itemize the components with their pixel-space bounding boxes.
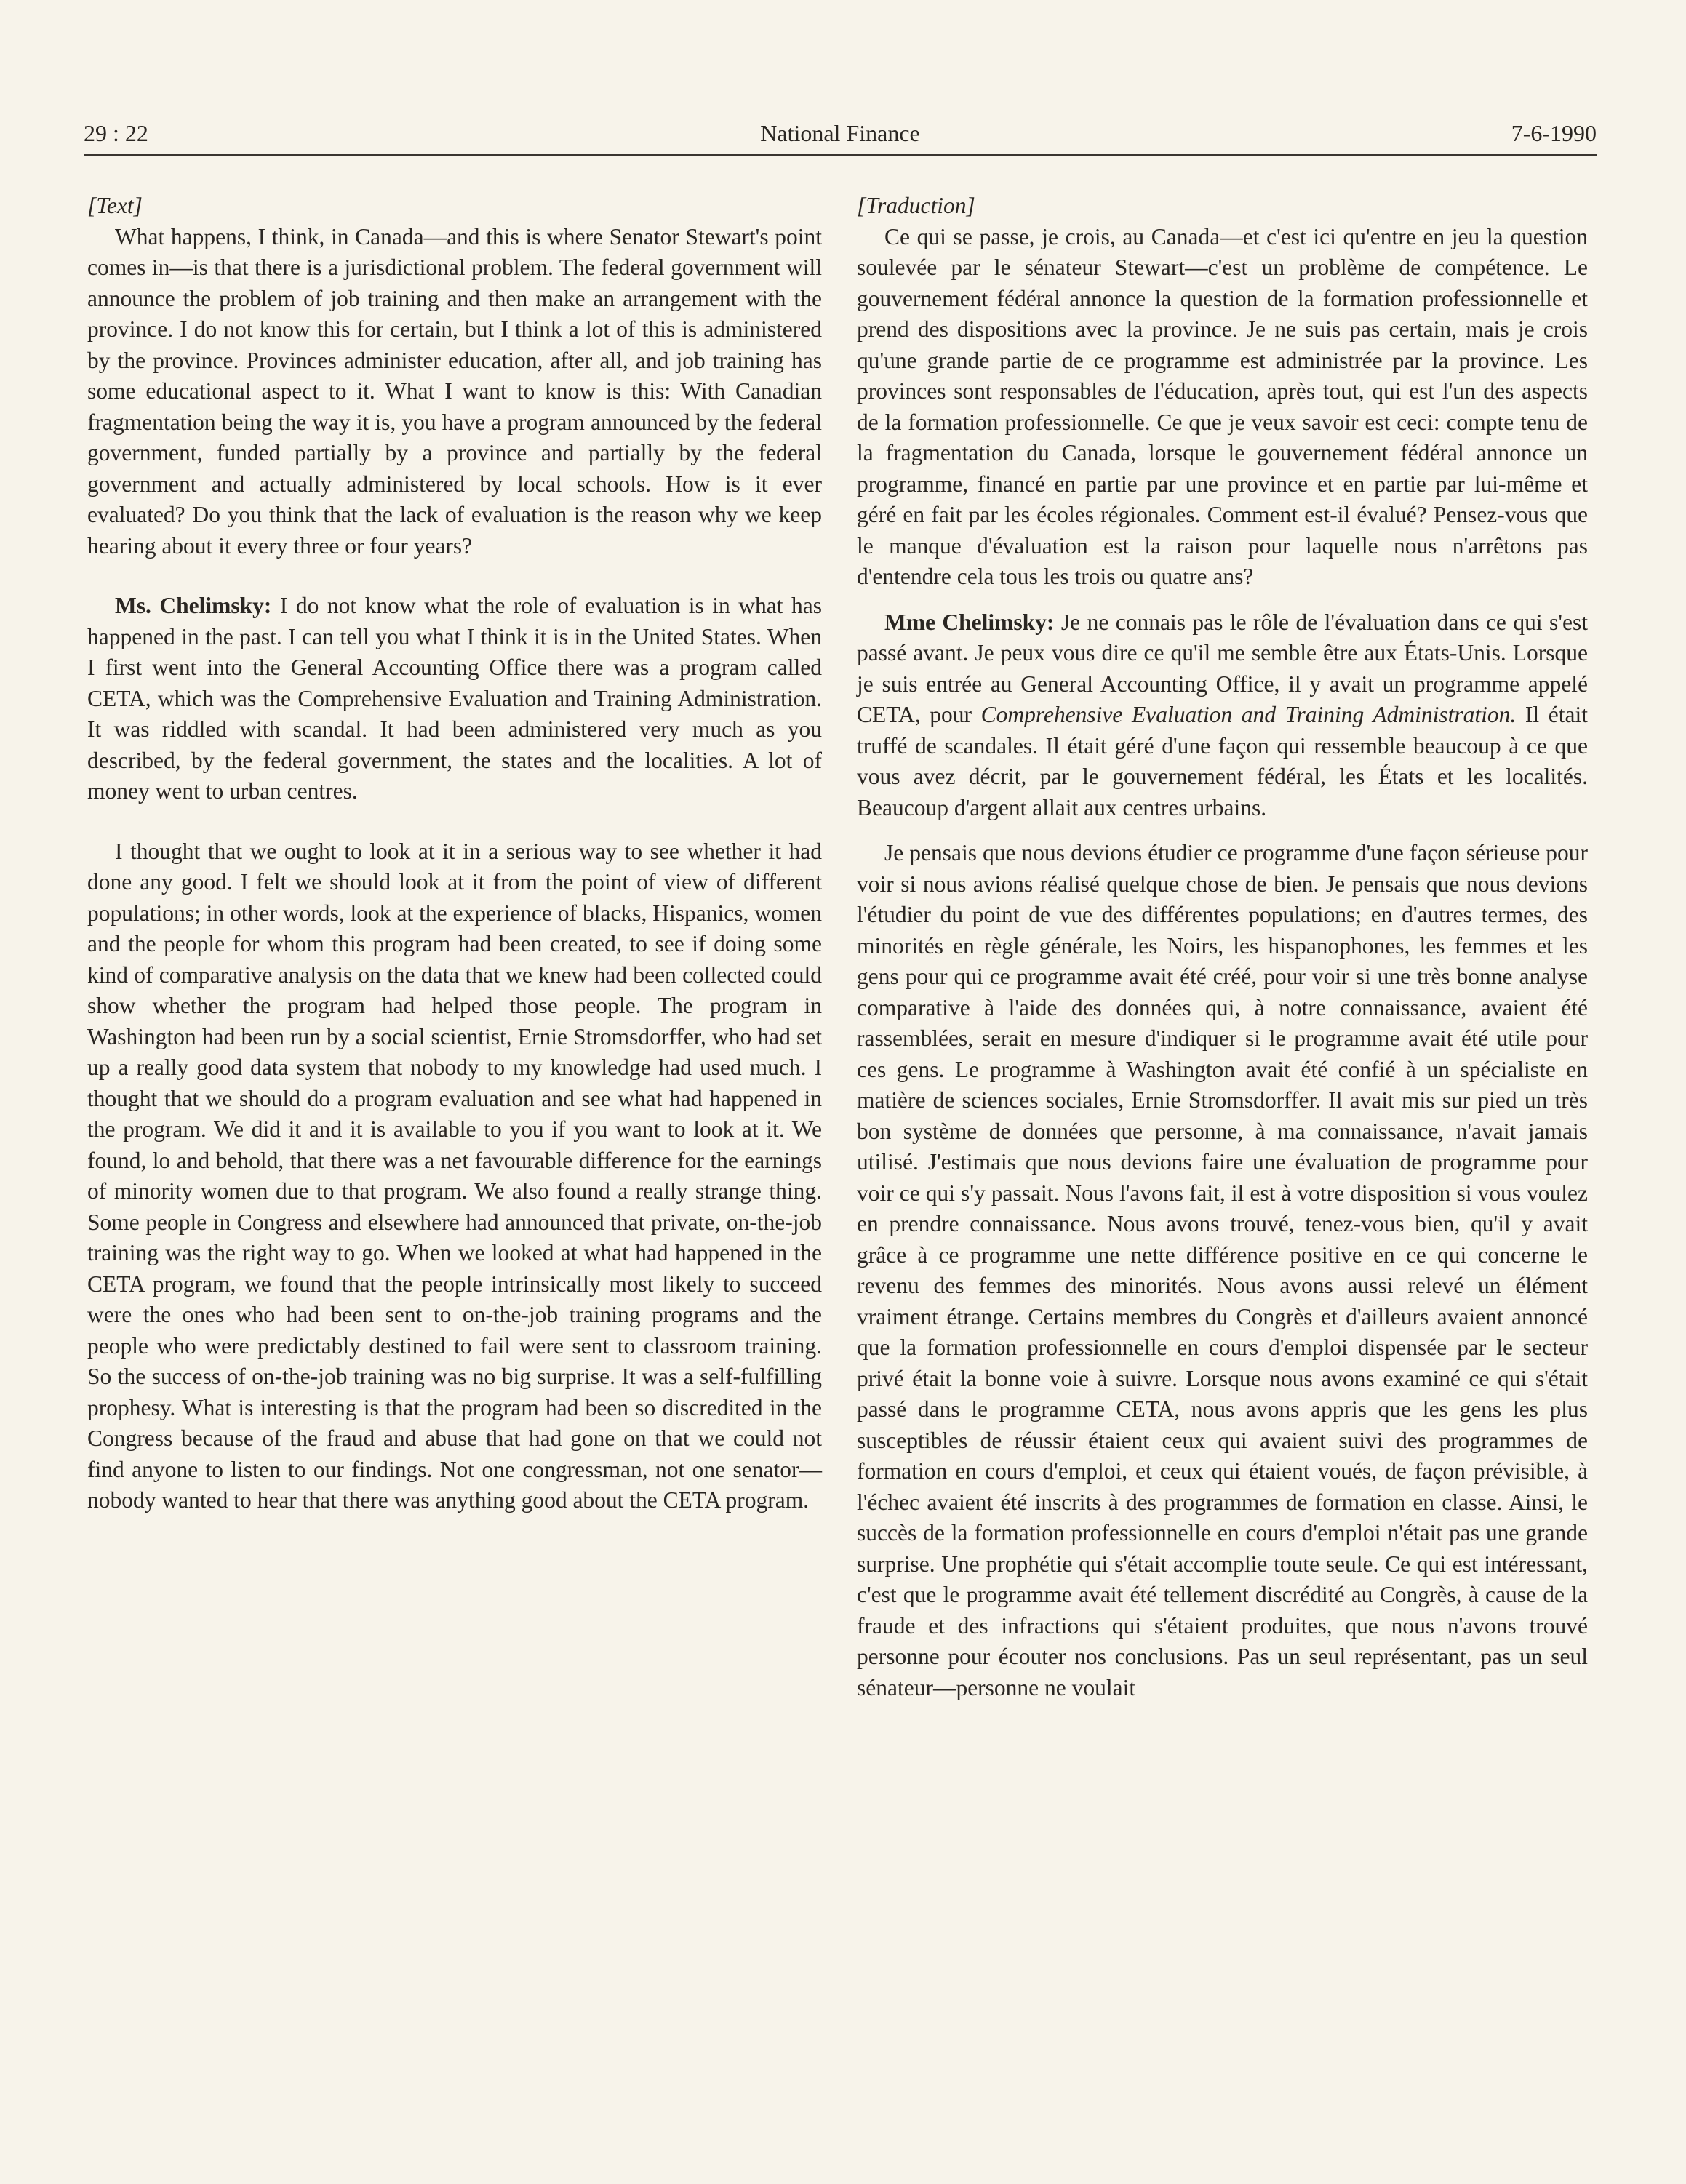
page-number: 29 : 22 <box>84 120 148 146</box>
document-date: 7-6-1990 <box>1511 120 1597 146</box>
language-marker: [Traduction] <box>857 193 975 218</box>
program-full-name: Comprehensive Evaluation and Training Administration. <box>980 702 1517 727</box>
answer-text: I do not know what the role of evaluation is in what has happened in the past. I can tell you what I think it is in the United States. When I first went into the General Accounting Office there was a program called CETA, which was the Comprehensive Evaluation and Training Administration. It was riddled with scandal. It had been administered very much as you described, by the federal government, the states and the localities. A lot of money went to urban centres. <box>87 593 822 804</box>
english-column <box>87 191 822 1516</box>
speaker-name: Ms. Chelimsky: <box>115 593 272 618</box>
speaker-name: Mme Chelimsky: <box>884 609 1055 635</box>
senator-question-paragraph: Ce qui se passe, je crois, au Canada—et c'est ici qu'entre en jeu la question soulevée par le sénateur Stewart—c'est un problème de compétence. Le gouvernement fédéral annonce la question de la formation professionnelle et prend des dispositions avec la province. Je ne suis pas certain, mais je crois qu'une grande partie de ce programme est administrée par la province. Les provinces sont responsables de l'éducation, après tout, qui est l'un des aspects de la formation professionnelle. Ce que je veux savoir est ceci: compte tenu de la fragmentation du Canada, lorsque le gouvernement fédéral annonce un programme, financé en partie par une province et en partie par lui-même et géré en fait par les écoles régionales. Comment est-il évalué? Pensez-vous que le manque d'évaluation est la raison pour laquelle nous n'arrêtons pas d'entendre cela tous les trois ou quatre ans? <box>857 223 1588 589</box>
senator-question-paragraph: What happens, I think, in Canada—and this is where Senator Stewart's point comes in—is that there is a jurisdictional problem. The federal government will announce the problem of job training and then make an arrangement with the province. I do not know this for certain, but I think a lot of this is administered by the province. Provinces administer education, after all, and job training has some educational aspect to it. What I want to know is this: With Canadian fragmentation being the way it is, you have a program announced by the federal government, funded partially by a province and partially by the federal government and actually administered by local schools. How is it ever evaluated? Do you think that the lack of evaluation is the reason why we keep hearing about it every three or four years? <box>87 223 822 559</box>
answer-text-continued: Il était truffé de scandales. Il était géré d'une façon qui ressemble beaucoup à ce que vous avez décrit, par le gouvernement fédéral, les États et les localités. Beaucoup d'argent allait aux centres urbains. <box>857 702 1588 820</box>
continuation-paragraph: I thought that we ought to look at it in a serious way to see whether it had done any good. I felt we should look at it from the point of view of different populations; in other words, look at the experience of blacks, Hispanics, women and the people for whom this program had been created, to see if doing some kind of comparative analysis on the data that we knew had been collected could show whether the program had helped those people. The program in Washington had been run by a social scientist, Ernie Stromsdorffer, who had set up a really good data system that nobody to my knowledge had used much. I thought that we should do a program evaluation and see what had happened in the program. We did it and it is available to you if you want to look at it. We found, lo and behold, that there was a net favourable difference for the earnings of minority women due to that program. We also found a really strange thing. Some people in Congress and elsewhere had announced that private, on-the-job training was the right way to go. When we looked at what had happened in the CETA program, we found that the people intrinsically most likely to succeed were the ones who had been sent to on-the-job training programs and the people who were predictably destined to fail were sent to classroom training. So the success of on-the-job training was no big surprise. It was a self-fulfilling prophesy. What is interesting is that the program had been so discredited in the Congress because of the fraud and abuse that had gone on that we could not find anyone to listen to our findings. Not one congressman, not one senator—nobody wanted to hear that there was anything good about the CETA program. <box>87 838 822 1513</box>
french-column <box>857 191 1588 1703</box>
chelimsky-answer-paragraph <box>87 591 822 807</box>
answer-text: Je ne connais pas le rôle de l'évaluation dans ce qui s'est passé avant. Je peux vous dire ce qu'il me semble être aux États-Unis. Lorsque je suis entrée au General Accounting Office, il y avait un programme appelé CETA, pour <box>857 609 1588 727</box>
chelimsky-answer-paragraph <box>857 607 1588 824</box>
language-marker: [Text] <box>87 193 143 218</box>
continuation-paragraph: Je pensais que nous devions étudier ce programme d'une façon sérieuse pour voir si nous avions réalisé quelque chose de bien. Je pensais que nous devions l'étudier du point de vue des différentes populations; en d'autres termes, des minorités en règle générale, les Noirs, les hispanophones, les femmes et les gens pour qui ce programme avait été créé, pour voir si une très bonne analyse comparative à l'aide des données qui, à notre connaissance, avaient été rassemblées, serait en mesure d'indiquer si le programme avait été utile pour ces gens. Le programme à Washington avait été confié à un spécialiste en matière de sciences sociales, Ernie Stromsdorffer. Il avait mis sur pied un très bon système de données que personne, à ma connaissance, n'avait jamais utilisé. J'estimais que nous devions faire une évaluation de programme pour voir ce qui s'y passait. Nous l'avons fait, il est à votre disposition si vous voulez en prendre connaissance. Nous avons trouvé, tenez-vous bien, qu'il y avait grâce à ce programme une nette différence positive en ce qui concerne le revenu des femmes des minorités. Nous avons aussi relevé un élément vraiment étrange. Certains membres du Congrès et d'ailleurs avaient annoncé que la formation professionnelle en cours d'emploi dispensée par le secteur privé était la bonne voie à suivre. Lorsque nous avons examiné ce qui s'était passé dans le programme CETA, nous avons appris que les gens les plus susceptibles de réussir étaient ceux qui avaient suivi des programmes de formation en cours d'emploi, et ceux qui étaient voués, de façon prévisible, à l'échec avaient été inscrits à des programmes de formation en classe. Ainsi, le succès de la formation professionnelle en cours d'emploi n'était pas une grande surprise. Une prophétie qui s'était accomplie toute seule. Ce qui est intéressant, c'est que le programme avait été tellement discrédité au Congrès, à cause de la fraude et des infractions qui s'étaient produites, que nous n'avons trouvé personne pour écouter nos conclusions. Pas un seul représentant, pas un seul sénateur—personne ne voulait <box>857 840 1588 1700</box>
page-header <box>84 116 1597 156</box>
document-title: National Finance <box>760 120 920 146</box>
